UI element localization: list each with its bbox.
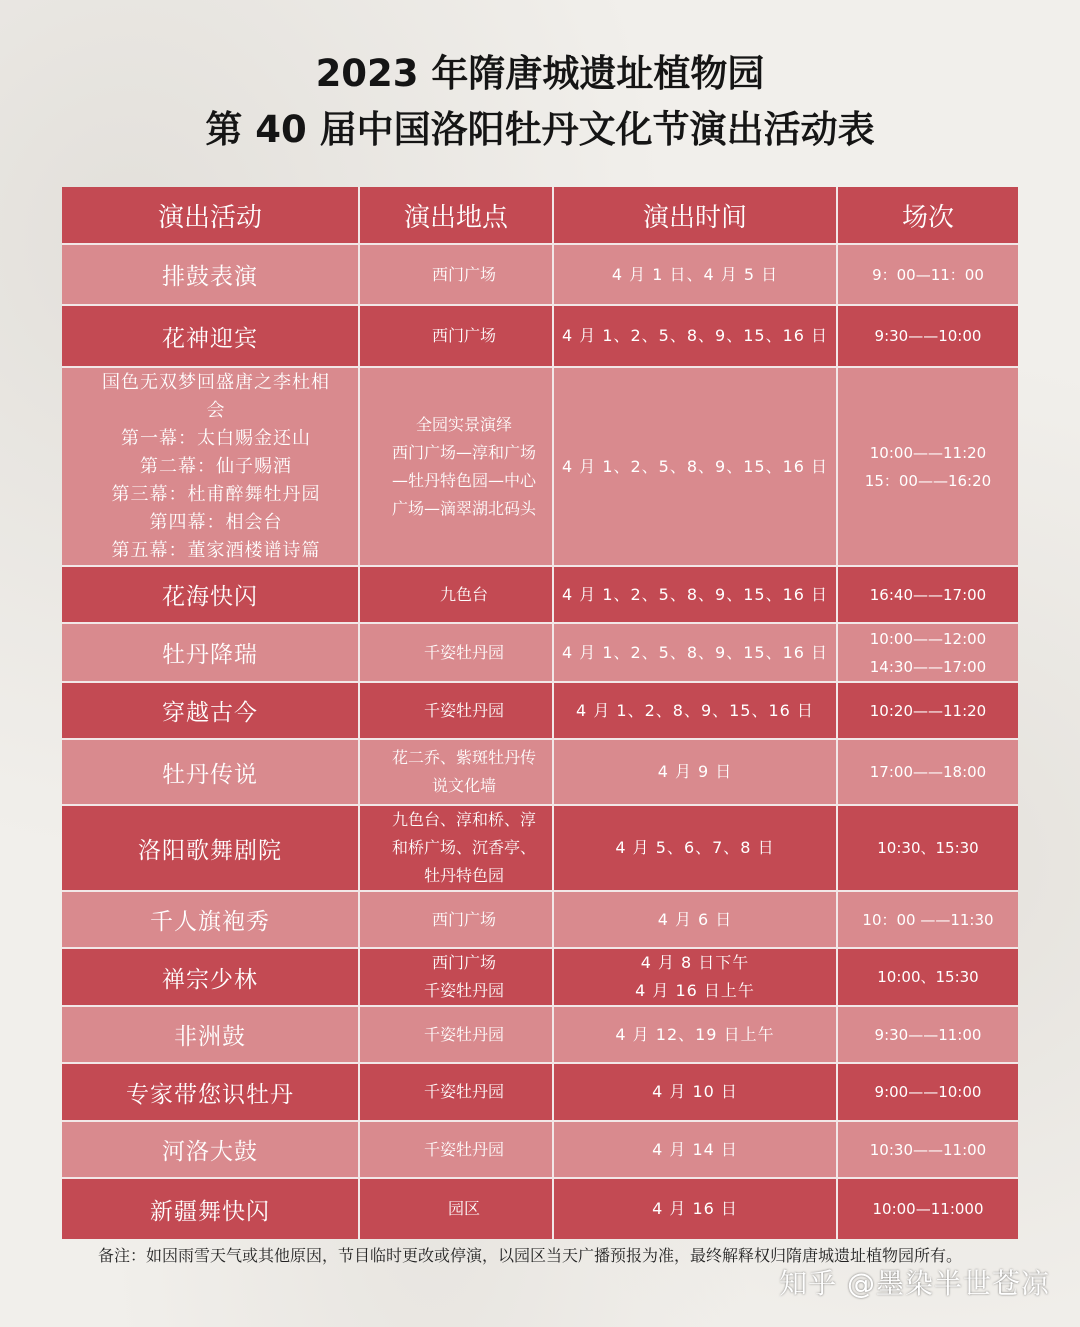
time-cell: 4 月 1、2、8、9、15、16 日 [576,700,814,720]
table-row [62,306,1018,368]
location-cell: 西门广场 [431,264,496,284]
location-cell: 千姿牡丹园 [423,1024,504,1044]
time-cell: 4 月 8 日下午 4 月 16 日上午 [635,953,755,1000]
session-cell: 10:30——11:00 [869,1140,987,1159]
location-cell: 千姿牡丹园 [423,1139,504,1159]
time-cell: 4 月 1 日、4 月 5 日 [611,264,779,284]
session-cell: 17:00——18:00 [869,763,987,781]
session-cell: 10:20——11:20 [869,701,987,720]
location-cell: 西门广场 [431,909,496,929]
activity-cell: 专家带您识牡丹 [126,1081,294,1108]
time-cell: 4 月 9 日 [657,762,733,781]
activity-cell: 洛阳歌舞剧院 [138,837,282,864]
session-cell: 9：00—11：00 [872,265,984,284]
activity-cell: 牡丹传说 [162,761,258,788]
session-cell: 10:00—11:000 [872,1200,984,1218]
session-cell: 10:00——11:20 15：00——16:20 [864,443,992,490]
location-cell: 西门广场 千姿牡丹园 [423,953,504,1000]
location-cell: 西门广场 [431,326,496,345]
activity-cell: 牡丹降瑞 [162,642,258,668]
session-cell: 9:00——10:00 [874,1083,982,1101]
session-cell: 16:40——17:00 [869,585,987,604]
table-row [62,1179,1018,1239]
table-row [62,567,1018,624]
table-row [62,892,1018,949]
time-cell: 4 月 1、2、5、8、9、15、16 日 [561,326,829,345]
table-row [62,624,1018,683]
footnote: 备注：如因雨雪天气或其他原因，节目临时更改或停演，以园区当天广播预报为准，最终解释权归隋唐城遗址植物园所有。 [98,1246,963,1265]
location-cell: 千姿牡丹园 [423,642,504,662]
table-row [62,1122,1018,1179]
location-cell: 花二乔、紫斑牡丹传 说文化墙 [391,748,536,795]
time-cell: 4 月 14 日 [652,1139,738,1159]
activity-cell: 花神迎宾 [162,325,258,352]
activity-cell: 穿越古今 [162,700,258,726]
time-cell: 4 月 1、2、5、8、9、15、16 日 [561,642,829,662]
activity-cell: 非洲鼓 [174,1024,246,1050]
session-cell: 10:30、15:30 [877,839,979,857]
time-cell: 4 月 12、19 日上午 [615,1024,775,1044]
time-cell: 4 月 10 日 [652,1082,738,1101]
location-cell: 千姿牡丹园 [423,1082,504,1101]
table-row [62,740,1018,806]
location-cell: 九色台 [439,584,488,604]
table-row [62,806,1018,892]
session-cell: 10:00——12:00 14:30——17:00 [869,629,987,676]
activity-cell: 河洛大鼓 [162,1139,258,1165]
activity-cell: 花海快闪 [162,584,258,610]
activity-cell: 千人旗袍秀 [150,909,270,935]
watermark: 知乎 @墨染半世苍凉 [779,1267,1050,1300]
session-cell: 9:30——10:00 [874,327,982,345]
header-location: 演出地点 [403,202,508,233]
time-cell: 4 月 6 日 [657,909,733,929]
table-row [62,245,1018,306]
table-header [62,187,1018,245]
time-cell: 4 月 1、2、5、8、9、15、16 日 [561,456,829,476]
performance-table [62,187,1018,1239]
header-session: 场次 [901,202,954,233]
activity-cell: 排鼓表演 [162,264,258,290]
table-row [62,368,1018,567]
time-cell: 4 月 16 日 [652,1199,738,1218]
location-cell: 九色台、淳和桥、淳 和桥广场、沉香亭、 牡丹特色园 [391,810,536,885]
table-row [62,949,1018,1007]
session-cell: 10：00 ——11:30 [862,910,994,929]
session-cell: 9:30——11:00 [874,1025,982,1044]
title-line-2: 第 40 届中国洛阳牡丹文化节演出活动表 [205,108,875,151]
time-cell: 4 月 5、6、7、8 日 [615,838,775,857]
location-cell: 园区 [447,1199,480,1218]
title-line-1: 2023 年隋唐城遗址植物园 [315,52,765,95]
table-row [62,1064,1018,1122]
header-time: 演出时间 [642,202,747,233]
location-cell: 全园实景演绎 西门广场—淳和广场 —牡丹特色园—中心 广场—滴翠湖北码头 [391,414,536,518]
table-row [62,1007,1018,1064]
table-row [62,683,1018,740]
activity-cell: 禅宗少林 [162,966,258,993]
time-cell: 4 月 1、2、5、8、9、15、16 日 [561,584,829,604]
activity-cell: 国色无双梦回盛唐之李杜相 会 第一幕：太白赐金还山 第二幕：仙子赐酒 第三幕：杜甫醉舞牡丹园 第四幕：相会台 第五幕：董家酒楼谱诗篇 [102,371,330,561]
location-cell: 千姿牡丹园 [423,700,504,720]
session-cell: 10:00、15:30 [877,968,979,986]
header-activity: 演出活动 [157,202,262,233]
activity-cell: 新疆舞快闪 [150,1198,270,1225]
